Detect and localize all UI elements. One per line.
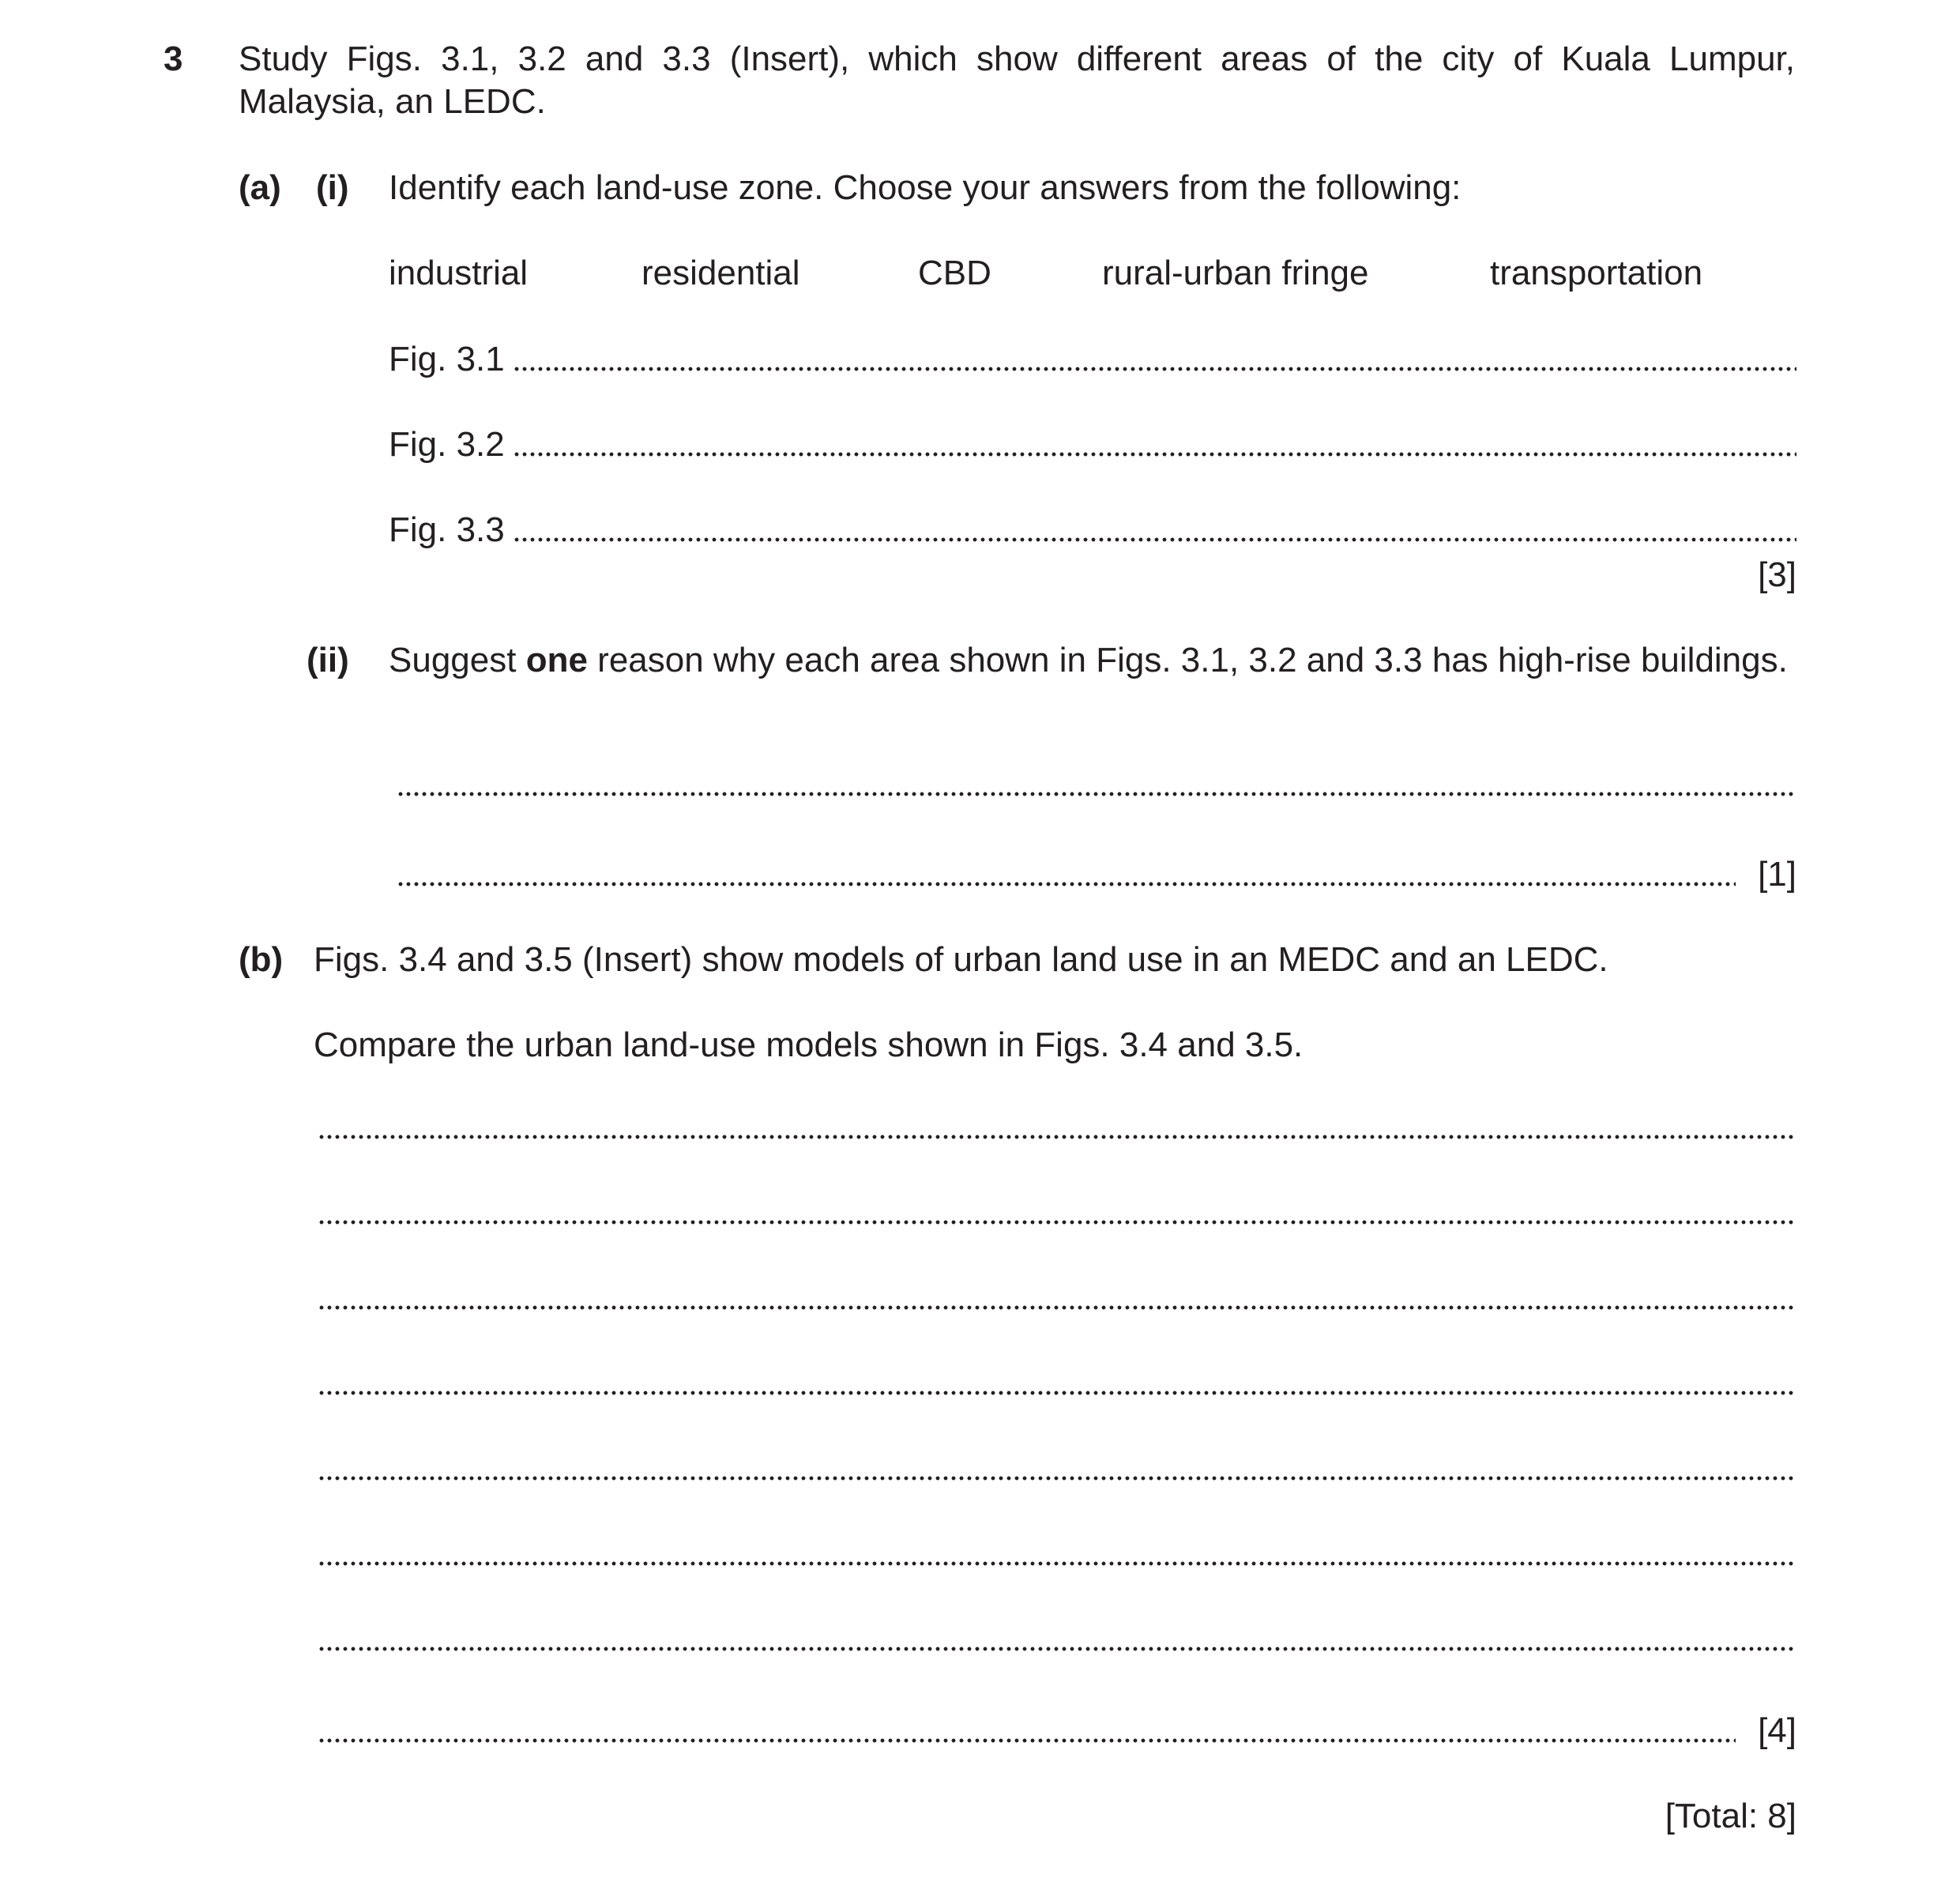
option-transportation: transportation xyxy=(1490,254,1703,292)
answer-line-label: Fig. 3.3 xyxy=(389,510,505,549)
answer-line-with-marks[interactable] xyxy=(397,853,1796,896)
prompt-text: Suggest xyxy=(389,641,517,679)
part-a-ii-prompt xyxy=(389,639,1796,682)
part-b-label: (b) xyxy=(239,940,284,979)
part-b-prompt: Compare the urban land-use models shown in Figs. 3.4 and 3.5. xyxy=(314,1026,1304,1064)
answer-line[interactable] xyxy=(397,790,1796,798)
answer-line-fig-3-1[interactable] xyxy=(389,338,1796,381)
option-residential: residential xyxy=(641,254,800,292)
marks-a-ii: [1] xyxy=(1758,855,1796,894)
answer-line[interactable] xyxy=(318,1560,1796,1568)
answer-line-label: Fig. 3.1 xyxy=(389,340,505,378)
answer-line-with-marks[interactable] xyxy=(318,1710,1796,1752)
part-a-label: (a) xyxy=(239,168,281,207)
part-a-i-prompt: Identify each land-use zone. Choose your answers from the following: xyxy=(389,168,1462,207)
part-b-statement: Figs. 3.4 and 3.5 (Insert) show models of urban land use in an MEDC and an LEDC. xyxy=(314,940,1608,979)
answer-line[interactable] xyxy=(318,1304,1796,1312)
answer-line[interactable] xyxy=(318,1645,1796,1653)
marks-a-i: [3] xyxy=(1758,555,1796,594)
prompt-text: reason why each area shown in Figs. 3.1, 3.2 and 3.3 has high-rise buildings. xyxy=(597,641,1788,679)
option-rural-urban-fringe: rural-urban fringe xyxy=(1102,254,1369,292)
answer-line-fig-3-3[interactable] xyxy=(389,509,1796,551)
total-marks: [Total: 8] xyxy=(1665,1797,1796,1835)
answer-line-fig-3-2[interactable] xyxy=(389,423,1796,466)
answer-line[interactable] xyxy=(318,1389,1796,1397)
question-intro: Study Figs. 3.1, 3.2 and 3.3 (Insert), which show different areas of the city of Kuala Lumpur, Malaysia, an LEDC. xyxy=(239,40,1795,121)
option-cbd: CBD xyxy=(918,254,991,292)
answer-line[interactable] xyxy=(318,1218,1796,1226)
option-industrial: industrial xyxy=(389,254,529,292)
answer-line-label: Fig. 3.2 xyxy=(389,425,505,464)
answer-line[interactable] xyxy=(318,1133,1796,1141)
question-number: 3 xyxy=(164,40,183,78)
part-a-ii-label: (ii) xyxy=(307,641,349,679)
prompt-emphasis: one xyxy=(525,641,588,679)
answer-line[interactable] xyxy=(318,1474,1796,1482)
marks-b: [4] xyxy=(1758,1711,1796,1750)
part-a-i-label: (i) xyxy=(316,168,349,207)
